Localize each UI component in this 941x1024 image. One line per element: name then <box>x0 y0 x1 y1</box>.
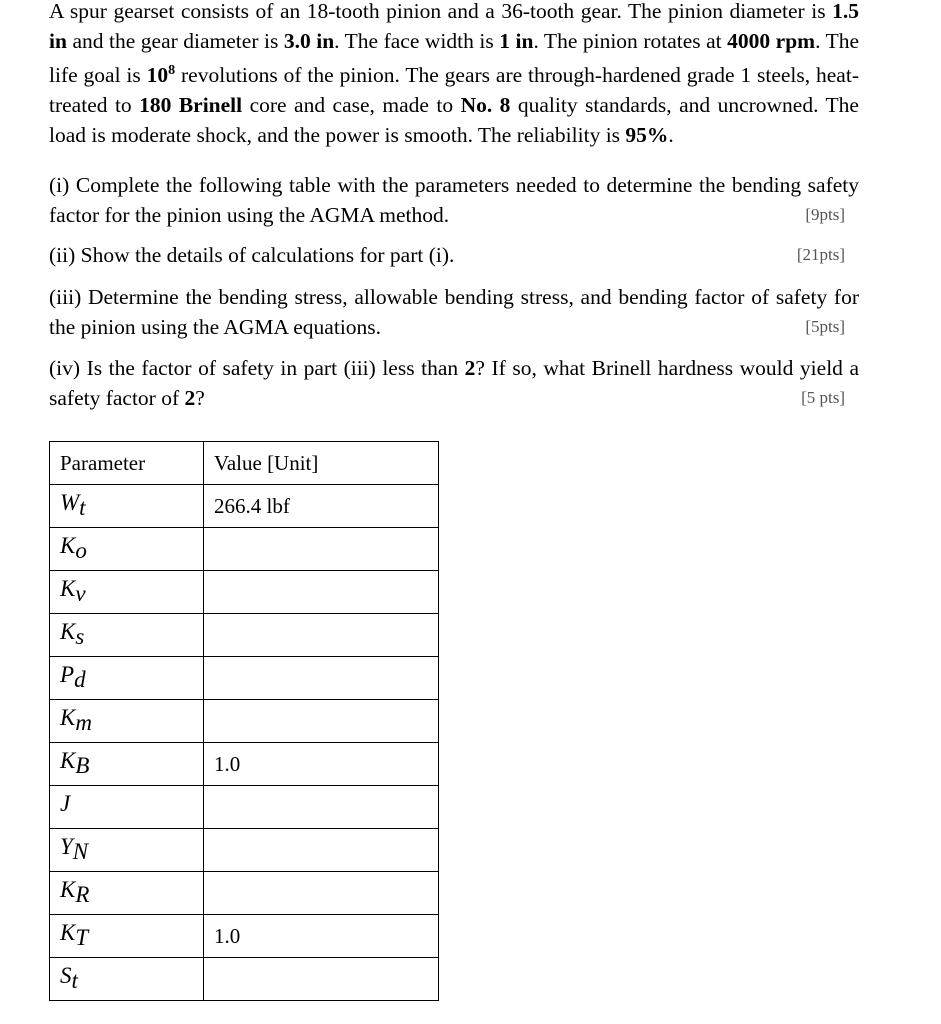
parameter-cell <box>50 786 204 829</box>
table-row <box>50 743 439 786</box>
question-4 <box>49 353 859 413</box>
question-text: ? If so, what Brinell hardness would yield a safety factor of <box>49 356 859 411</box>
life-exponent: 8 <box>168 63 176 78</box>
pinion-diameter: 1.5 in <box>49 0 859 53</box>
parameter-subscript: d <box>74 667 86 693</box>
quality-number: No. 8 <box>460 93 511 118</box>
question-text: (iv) Is the factor of safety in part (iii) less than <box>49 356 465 381</box>
parameter-subscript: B <box>75 753 90 779</box>
value-cell[interactable] <box>204 571 439 614</box>
text: core and case, made to <box>242 93 461 118</box>
parameter-cell <box>50 485 204 528</box>
parameter-symbol: W <box>60 490 80 516</box>
parameter-cell <box>50 614 204 657</box>
question-text: (i) Complete the following table with the parameters needed to determine the bending safety factor for the pinion using the AGMA method. <box>49 173 859 228</box>
target-factor: 2 <box>184 386 196 411</box>
parameter-symbol: J <box>60 791 71 817</box>
parameter-subscript: t <box>79 495 86 521</box>
parameter-symbol: K <box>60 619 76 645</box>
parameter-cell <box>50 958 204 1001</box>
parameter-symbol: P <box>60 662 75 688</box>
face-width: 1 in <box>499 29 534 53</box>
parameter-cell <box>50 700 204 743</box>
parameter-subscript: t <box>71 968 78 994</box>
points-badge: [9pts] <box>805 205 845 225</box>
table-row <box>50 571 439 614</box>
parameter-subscript: T <box>75 925 89 951</box>
table-row <box>50 958 439 1001</box>
text: . The face width is <box>334 29 500 53</box>
text: revolutions of the pinion. The gears are through-hardened grade 1 steels, heat-treated to <box>49 63 859 118</box>
value-cell: 1.0 <box>204 915 439 958</box>
parameter-subscript: N <box>72 839 89 865</box>
parameter-subscript: v <box>75 581 86 607</box>
value-cell[interactable] <box>204 829 439 872</box>
table-row <box>50 528 439 571</box>
table-row <box>50 657 439 700</box>
parameter-symbol: K <box>60 748 76 774</box>
question-1 <box>49 170 859 230</box>
parameter-cell <box>50 915 204 958</box>
text: and the gear diameter is <box>66 29 284 53</box>
question-text: ? <box>195 386 205 411</box>
parameter-subscript: R <box>75 882 90 908</box>
hardness: 180 Brinell <box>139 93 243 118</box>
parameter-symbol: K <box>60 533 76 559</box>
parameter-cell <box>50 829 204 872</box>
value-cell: 266.4 lbf <box>204 485 439 528</box>
text: . The life goal is <box>49 29 860 88</box>
question-text: (iii) Determine the bending stress, allowable bending stress, and bending factor of safety for the pinion using the AGMA equations. <box>49 285 859 340</box>
value-cell[interactable] <box>204 657 439 700</box>
table-header-row <box>50 442 439 485</box>
target-factor: 2 <box>464 356 476 381</box>
pinion-speed: 4000 rpm <box>727 29 816 53</box>
question-3 <box>49 282 859 342</box>
parameter-subscript: s <box>75 624 85 650</box>
text: quality standards, and uncrowned. The load is moderate shock, and the power is smooth. The reliability is <box>49 93 859 148</box>
life-goal <box>147 63 176 87</box>
parameter-symbol: Y <box>60 834 73 860</box>
table-row <box>50 829 439 872</box>
value-cell[interactable] <box>204 614 439 657</box>
gear-diameter: 3.0 in <box>283 29 335 53</box>
reliability: 95% <box>625 123 669 148</box>
header-value: Value [Unit] <box>204 442 439 485</box>
points-badge: [21pts] <box>796 245 845 265</box>
text: A spur gearset consists of an 18-tooth pinion and a 36-tooth gear. The pinion diameter is <box>49 0 833 23</box>
parameter-subscript: o <box>75 538 87 564</box>
value-cell: 1.0 <box>204 743 439 786</box>
header-parameter: Parameter <box>50 442 204 485</box>
parameter-symbol: K <box>60 705 76 731</box>
text: . <box>668 123 674 148</box>
value-cell[interactable] <box>204 958 439 1001</box>
parameter-symbol: K <box>60 920 76 946</box>
parameter-cell <box>50 657 204 700</box>
life-base: 10 <box>146 63 169 88</box>
text: . The pinion rotates at <box>533 29 728 53</box>
table-row <box>50 614 439 657</box>
table-row <box>50 872 439 915</box>
parameter-cell <box>50 571 204 614</box>
parameter-cell <box>50 872 204 915</box>
table-row <box>50 786 439 829</box>
parameter-cell <box>50 528 204 571</box>
parameter-symbol: K <box>60 576 76 602</box>
value-cell[interactable] <box>204 700 439 743</box>
question-text: (ii) Show the details of calculations for part (i). <box>49 243 455 268</box>
value-cell[interactable] <box>204 872 439 915</box>
value-cell[interactable] <box>204 528 439 571</box>
parameter-subscript: m <box>75 710 92 736</box>
question-2 <box>49 240 859 270</box>
parameter-table <box>49 441 439 1001</box>
parameter-cell <box>50 743 204 786</box>
value-cell[interactable] <box>204 786 439 829</box>
table-row <box>50 915 439 958</box>
table-row <box>50 485 439 528</box>
points-badge: [5pts] <box>805 317 845 337</box>
problem-document <box>49 0 859 413</box>
problem-statement <box>49 0 859 150</box>
table-row <box>50 700 439 743</box>
parameter-symbol: K <box>60 877 76 903</box>
points-badge: [5 pts] <box>801 388 845 408</box>
parameter-symbol: S <box>60 963 72 989</box>
